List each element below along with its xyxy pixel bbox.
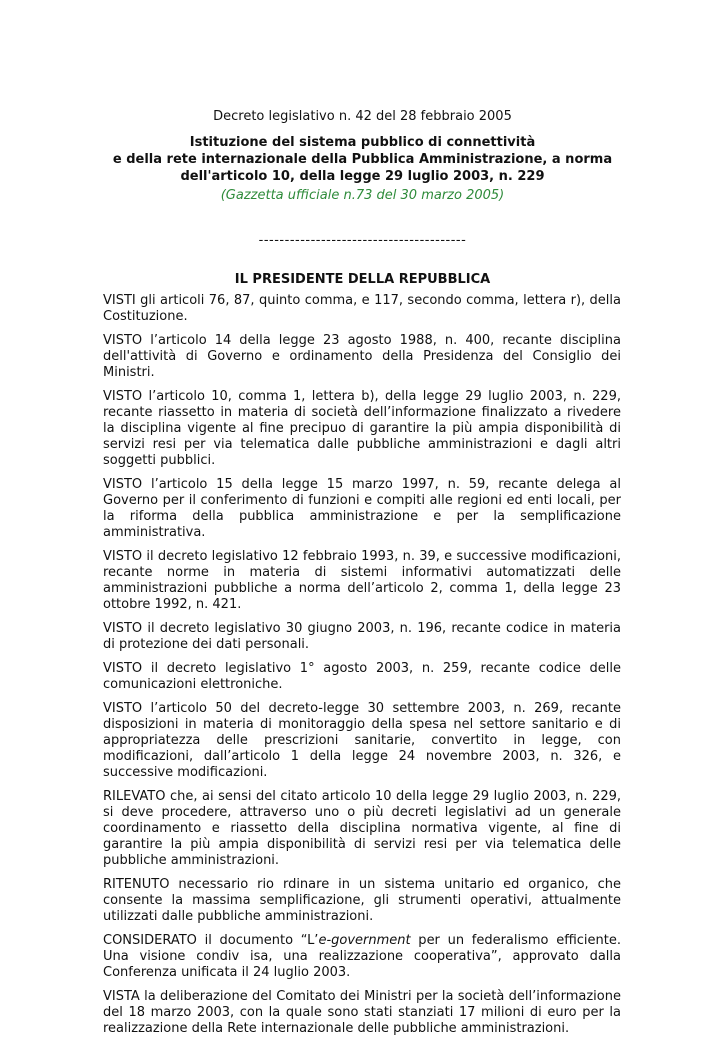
preamble-paragraph: RILEVATO che, ai sensi del citato articolo 10 della legge 29 luglio 2003, n. 229, si deve procedere, attraverso uno o più decreti legislativi ad un generale coordinamento e riassetto della disciplina normativa vigente, al fine di garantire la più ampia disponibilità di servizi resi per via telematica delle pubbliche amministrazioni. (103, 789, 621, 868)
considerato-italic: e-government (318, 933, 411, 948)
considerato-text-end: per un federalismo efficiente. Una visione condiv isa, una realizzazione cooperativa”, approvato dalla Conferenza unificata il 24 luglio 2003. (103, 933, 621, 980)
preamble-paragraph: VISTI gli articoli 76, 87, quinto comma, e 117, secondo comma, lettera r), della Costituzione. (103, 293, 621, 324)
preamble-paragraph: VISTA la deliberazione del Comitato dei Ministri per la società dell’informazione del 18 marzo 2003, con la quale sono stati stanziati 17 milioni di euro per la realizzazione della Rete internazionale delle pubbliche amministrazioni. (103, 989, 621, 1036)
preamble-paragraph: VISTO l’articolo 15 della legge 15 marzo 1997, n. 59, recante delega al Governo per il conferimento di funzioni e compiti alle regioni ed enti locali, per la riforma della pubblica amministrazione e per la semplificazione amministrativa. (103, 477, 621, 540)
decree-title (100, 134, 625, 185)
preamble-paragraph: VISTO il decreto legislativo 12 febbraio 1993, n. 39, e successive modificazioni, recante norme in materia di sistemi informativi automatizzati delle amministrazioni pubbliche a norma dell’articolo 2, comma 1, della legge 23 ottobre 1992, n. 421. (103, 549, 621, 612)
preamble-paragraph: VISTO l’articolo 10, comma 1, lettera b), della legge 29 luglio 2003, n. 229, recante riassetto in materia di società dell’informazione finalizzato a rivedere la disciplina vigente al fine precipuo di garantire la più ampia disponibilità di servizi resi per via telematica dalle pubbliche amministrazioni e dagli altri soggetti pubblici. (103, 389, 621, 468)
document-body (103, 293, 621, 1045)
separator-line: ---------------------------------------- (258, 233, 467, 248)
president-heading: IL PRESIDENTE DELLA REPUBBLICA (234, 272, 491, 287)
decree-title-line: e della rete internazionale della Pubblica Amministrazione, a norma (112, 152, 613, 167)
preamble-paragraph: VISTO il decreto legislativo 30 giugno 2003, n. 196, recante codice in materia di protezione dei dati personali. (103, 621, 621, 652)
document-header (100, 108, 625, 288)
preamble-paragraph-considerato (103, 933, 621, 981)
preamble-paragraph: VISTO il decreto legislativo 1° agosto 2003, n. 259, recante codice delle comunicazioni elettroniche. (103, 661, 621, 692)
decree-title-line: dell'articolo 10, della legge 29 luglio 2003, n. 229 (180, 169, 545, 184)
gazette-reference: (Gazzetta ufficiale n.73 del 30 marzo 2005) (220, 188, 505, 203)
decree-title-line: Istituzione del sistema pubblico di connettività (189, 135, 536, 150)
considerato-text-start: CONSIDERATO il documento “L’ (103, 933, 319, 948)
decree-reference: Decreto legislativo n. 42 del 28 febbraio 2005 (213, 109, 512, 124)
preamble-paragraph: VISTO l’articolo 50 del decreto-legge 30 settembre 2003, n. 269, recante disposizioni in materia di monitoraggio della spesa nel settore sanitario e di appropriatezza delle prescrizioni sanitarie, convertito in legge, con modificazioni, dall’articolo 1 della legge 24 novembre 2003, n. 326, e successive modificazioni. (103, 701, 621, 780)
preamble-paragraph: RITENUTO necessario rio rdinare in un sistema unitario ed organico, che consente la massima semplificazione, gli strumenti operativi, attualmente utilizzati dalle pubbliche amministrazioni. (103, 877, 621, 924)
preamble-paragraph: VISTO l’articolo 14 della legge 23 agosto 1988, n. 400, recante disciplina dell'attività di Governo e ordinamento della Presidenza del Consiglio dei Ministri. (103, 333, 621, 380)
